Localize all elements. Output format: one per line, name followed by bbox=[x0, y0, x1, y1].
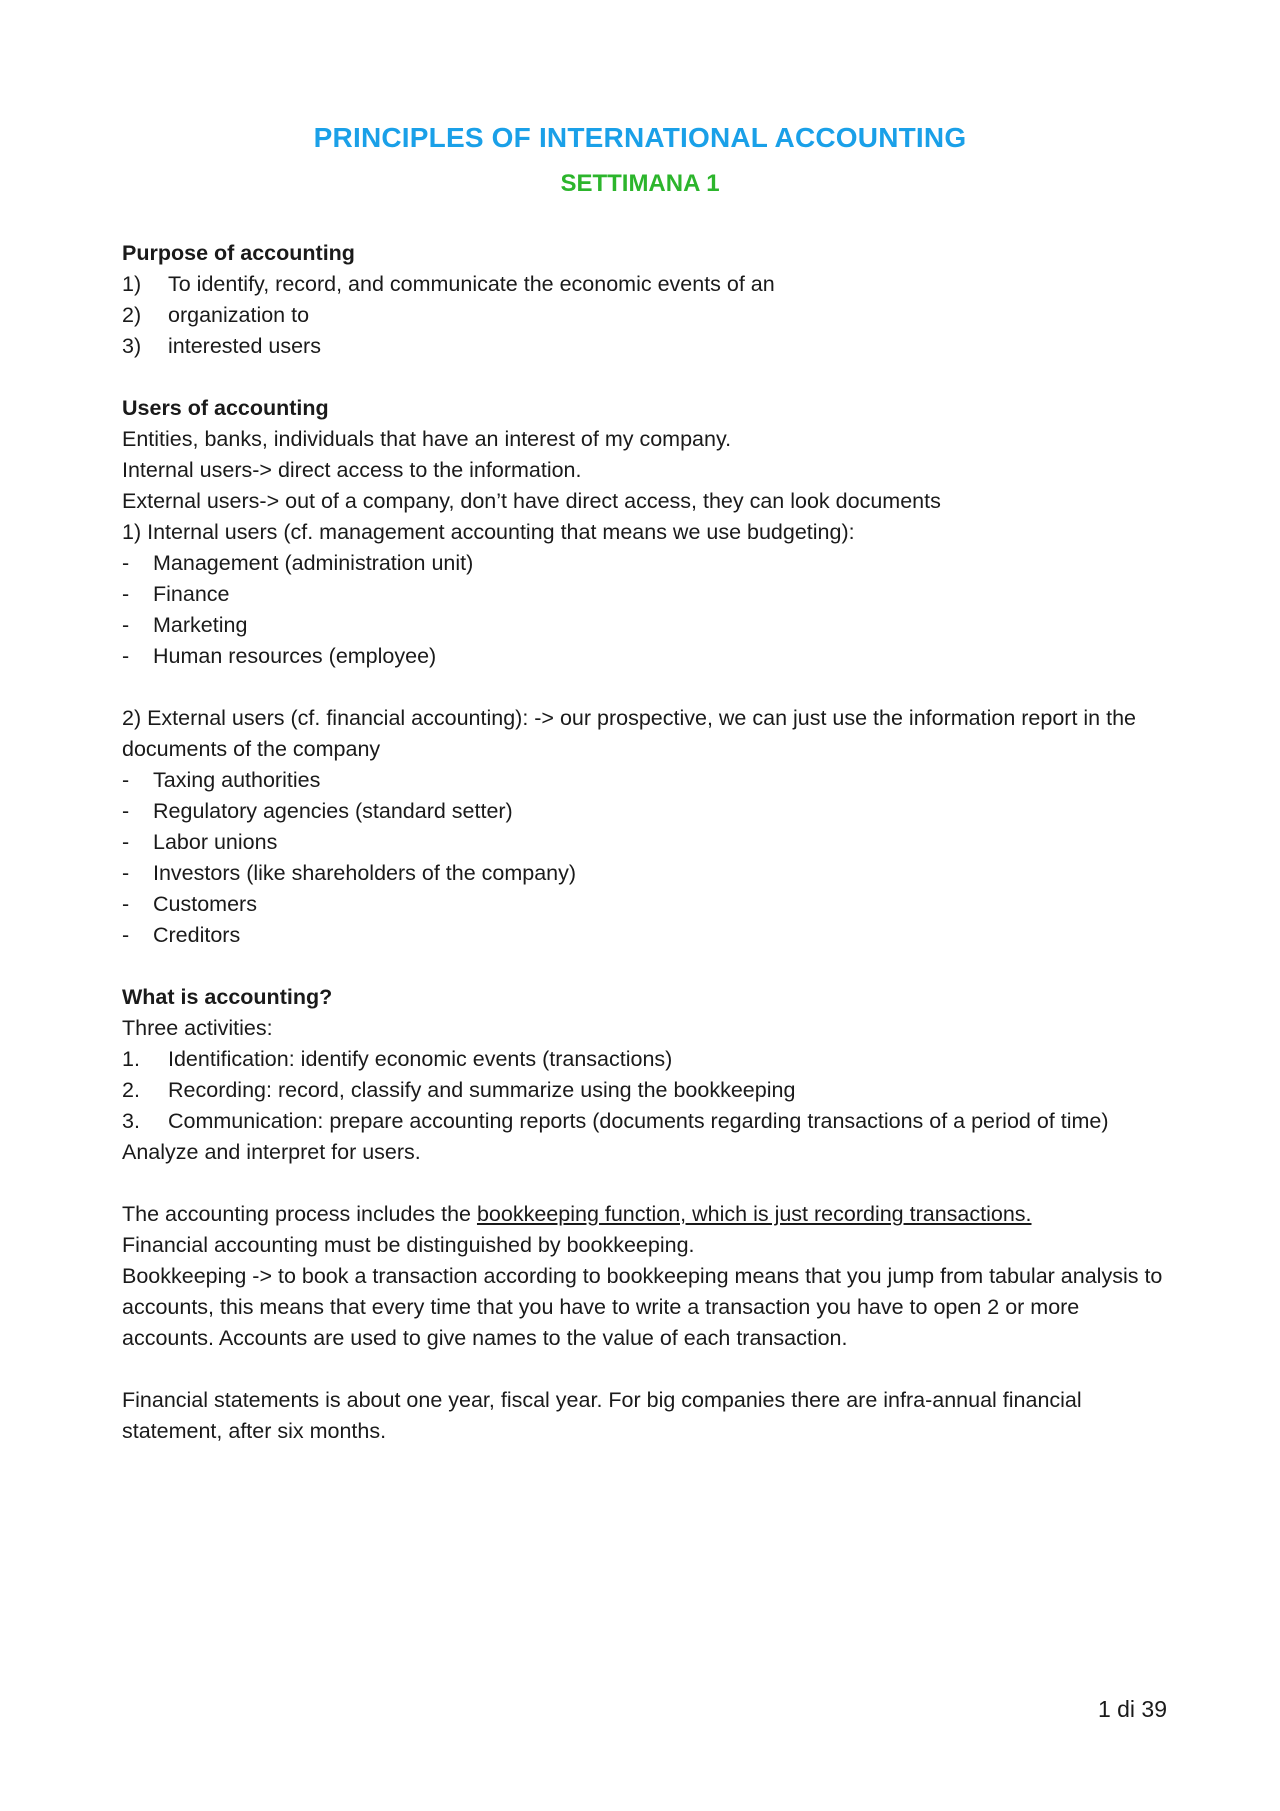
list-item-text: Management (administration unit) bbox=[153, 551, 474, 575]
dash-marker: - bbox=[122, 644, 130, 668]
dash-marker: - bbox=[122, 551, 130, 575]
paragraph-line: Internal users-> direct access to the information. bbox=[122, 458, 582, 482]
list-item-text: Regulatory agencies (standard setter) bbox=[153, 799, 513, 823]
process-lead-text: The accounting process includes the bbox=[122, 1202, 477, 1226]
paragraph-line: Financial accounting must be distinguished by bookkeeping. bbox=[122, 1233, 695, 1257]
list-item bbox=[122, 796, 1172, 827]
list-item bbox=[122, 1075, 1172, 1106]
dash-marker: - bbox=[122, 861, 130, 885]
list-item bbox=[122, 269, 1172, 300]
spacer bbox=[122, 951, 1172, 982]
list-marker: 3. bbox=[122, 1109, 140, 1133]
list-item bbox=[122, 548, 1172, 579]
list-item-text: Taxing authorities bbox=[153, 768, 321, 792]
section-heading-what: What is accounting? bbox=[122, 985, 333, 1009]
list-marker: 3) bbox=[122, 334, 142, 358]
spacer bbox=[122, 1168, 1172, 1199]
dash-marker: - bbox=[122, 923, 130, 947]
list-item bbox=[122, 765, 1172, 796]
list-item bbox=[122, 1044, 1172, 1075]
paragraph-bookkeeping: Bookkeeping -> to book a transaction according to bookkeeping means that you jump from tabular analysis to accounts, this means that every time that you have to write a transaction you have to open 2 or more accounts. Accounts are used to give names to the value of each transaction. bbox=[122, 1264, 1163, 1350]
paragraph-external-users: 2) External users (cf. financial accounting): -> our prospective, we can just use the information report in the documents of the company bbox=[122, 706, 1136, 761]
list-item-text: Marketing bbox=[153, 613, 248, 637]
list-item bbox=[122, 889, 1172, 920]
list-item-text: organization to bbox=[168, 303, 310, 327]
list-item-text: Human resources (employee) bbox=[153, 644, 437, 668]
list-item-text: Investors (like shareholders of the company) bbox=[153, 861, 577, 885]
paragraph-line: 1) Internal users (cf. management accounting that means we use budgeting): bbox=[122, 520, 855, 544]
list-item-text: interested users bbox=[168, 334, 321, 358]
list-item bbox=[122, 300, 1172, 331]
list-item-text: Communication: prepare accounting reports (documents regarding transactions of a period of time) bbox=[168, 1109, 1109, 1133]
list-item bbox=[122, 610, 1172, 641]
page-number: 1 di 39 bbox=[1097, 1696, 1167, 1722]
dash-marker: - bbox=[122, 799, 130, 823]
list-marker: 1. bbox=[122, 1047, 140, 1071]
paragraph-line: Three activities: bbox=[122, 1016, 273, 1040]
list-item-text: Customers bbox=[153, 892, 257, 916]
dash-marker: - bbox=[122, 892, 130, 916]
list-item bbox=[122, 579, 1172, 610]
list-item-text: Labor unions bbox=[153, 830, 278, 854]
dash-marker: - bbox=[122, 768, 130, 792]
document-subtitle: SETTIMANA 1 bbox=[560, 170, 720, 197]
list-item-text: Recording: record, classify and summarize using the bookkeeping bbox=[168, 1078, 796, 1102]
spacer bbox=[122, 1354, 1172, 1385]
dash-marker: - bbox=[122, 613, 130, 637]
list-item bbox=[122, 1106, 1172, 1137]
list-item bbox=[122, 858, 1172, 889]
document-body bbox=[122, 238, 1172, 1447]
list-item bbox=[122, 641, 1172, 672]
paragraph-financial-statements: Financial statements is about one year, fiscal year. For big companies there are infra-annual financial statement, after six months. bbox=[122, 1388, 1082, 1443]
list-item bbox=[122, 827, 1172, 858]
paragraph-line bbox=[122, 1199, 1172, 1230]
underlined-text: bookkeeping function, which is just recording transactions. bbox=[476, 1202, 1032, 1226]
list-marker: 2) bbox=[122, 303, 142, 327]
list-marker: 2. bbox=[122, 1078, 140, 1102]
list-item-text: To identify, record, and communicate the economic events of an bbox=[168, 272, 775, 296]
list-item bbox=[122, 920, 1172, 951]
list-item bbox=[122, 331, 1172, 362]
dash-marker: - bbox=[122, 830, 130, 854]
dash-marker: - bbox=[122, 582, 130, 606]
list-marker: 1) bbox=[122, 272, 142, 296]
list-item-text: Identification: identify economic events (transactions) bbox=[168, 1047, 673, 1071]
document-title: PRINCIPLES OF INTERNATIONAL ACCOUNTING bbox=[313, 122, 967, 153]
spacer bbox=[122, 672, 1172, 703]
paragraph-line: Entities, banks, individuals that have an interest of my company. bbox=[122, 427, 732, 451]
list-item-text: Finance bbox=[153, 582, 230, 606]
spacer bbox=[122, 362, 1172, 393]
section-heading-purpose: Purpose of accounting bbox=[122, 241, 355, 265]
section-heading-users: Users of accounting bbox=[122, 396, 329, 420]
paragraph-line: External users-> out of a company, don’t have direct access, they can look documents bbox=[122, 489, 941, 513]
paragraph-line: Analyze and interpret for users. bbox=[122, 1140, 421, 1164]
list-item-text: Creditors bbox=[153, 923, 241, 947]
